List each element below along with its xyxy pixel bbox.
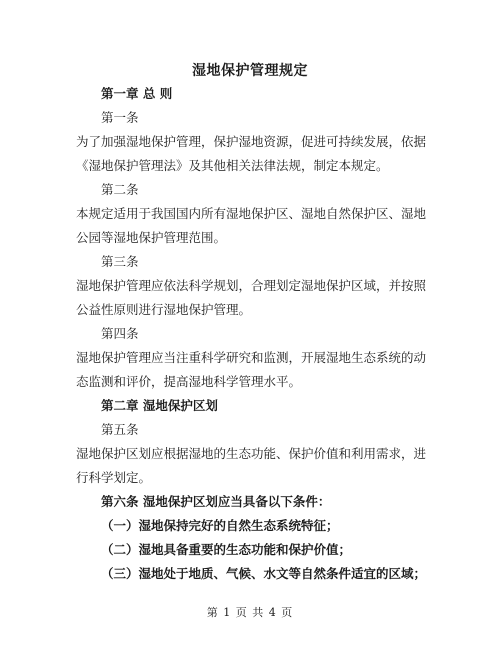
document-title: 湿地保护管理规定: [192, 63, 308, 79]
paragraph-line: 本规定适用于我国国内所有湿地保护区、湿地自然保护区、湿地: [76, 206, 427, 221]
article-label: 第一条: [101, 110, 139, 125]
condition-item: （一）湿地保持完好的自然生态系统特征；: [101, 518, 339, 533]
chapter-heading: 第二章 湿地保护区划: [101, 398, 218, 413]
page-footer: 第 1 页 共 4 页: [206, 606, 294, 619]
paragraph-line: 公园等湿地保护管理范围。: [76, 230, 227, 245]
paragraph-line: 行科学划定。: [76, 470, 152, 485]
condition-item: （三）湿地处于地质、气候、水文等自然条件适宜的区域；: [101, 566, 427, 581]
paragraph-line: 湿地保护管理应当注重科学研究和监测，开展湿地生态系统的动: [76, 350, 427, 365]
paragraph-line: 为了加强湿地保护管理，保护湿地资源，促进可持续发展，依据: [76, 134, 427, 149]
paragraph-line: 湿地保护区划应根据湿地的生态功能、保护价值和利用需求，进: [76, 446, 427, 461]
article-heading: 第六条 湿地保护区划应当具备以下条件：: [101, 494, 331, 509]
article-label: 第二条: [101, 182, 139, 197]
article-label: 第三条: [101, 254, 139, 269]
paragraph-line: 态监测和评价，提高湿地科学管理水平。: [76, 374, 302, 389]
paragraph-line: 湿地保护管理应依法科学规划，合理划定湿地保护区域，并按照: [76, 278, 427, 293]
condition-item: （二）湿地具备重要的生态功能和保护价值；: [101, 542, 352, 557]
article-label: 第四条: [101, 326, 139, 341]
chapter-heading: 第一章 总 则: [101, 86, 173, 101]
paragraph-line: 《湿地保护管理法》及其他相关法律法规，制定本规定。: [76, 158, 389, 173]
paragraph-line: 公益性原则进行湿地保护管理。: [76, 302, 252, 317]
article-label: 第五条: [101, 422, 139, 437]
